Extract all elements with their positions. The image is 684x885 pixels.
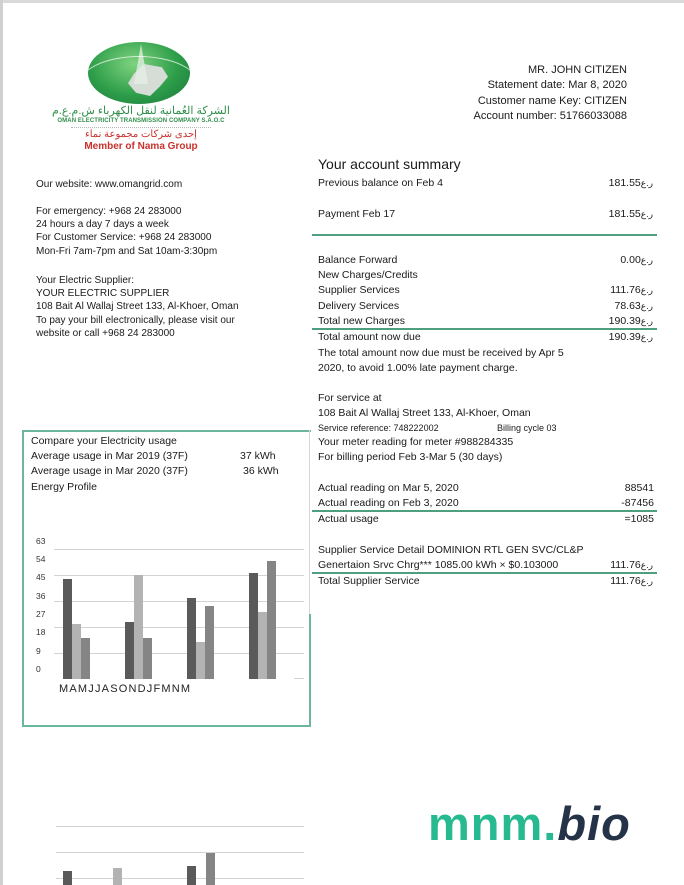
- divider: [312, 234, 657, 236]
- new-charges-heading: [318, 268, 654, 282]
- customer-name: MR. JOHN CITIZEN: [528, 64, 627, 76]
- service-reference: Service reference: 748222002: [318, 423, 439, 433]
- service-label: For service at: [318, 392, 382, 404]
- row-label: Balance Forward: [318, 254, 398, 266]
- compare-title: Compare your Electricity usage: [31, 435, 177, 447]
- supplier-label: Your Electric Supplier:: [36, 275, 135, 286]
- bar: [258, 612, 267, 679]
- row-label: Total amount now due: [318, 331, 421, 343]
- bar: [63, 871, 72, 885]
- previous-reading-row: [318, 496, 654, 510]
- y-tick: 9: [36, 646, 41, 656]
- y-tick: 0: [36, 664, 41, 674]
- currency-symbol: ر.ع: [640, 316, 653, 326]
- row-label: Actual reading on Mar 5, 2020: [318, 482, 459, 494]
- row-label: Total new Charges: [318, 315, 405, 327]
- row-amount: 181.55: [608, 177, 641, 189]
- gridline: [294, 678, 304, 679]
- service-address: 108 Bait Al Wallaj Street 133, Al-Khoer, Oman: [318, 407, 531, 419]
- row-amount: 111.76: [610, 575, 641, 587]
- emergency-phone: For emergency: +968 24 283000: [36, 206, 182, 217]
- watermark-part: mnm.: [428, 797, 558, 850]
- y-tick: 54: [36, 554, 46, 564]
- bar: [81, 638, 90, 679]
- currency-symbol: ر.ع: [640, 255, 653, 265]
- logo-member-text: Member of Nama Group: [84, 141, 198, 152]
- customer-service-hours: Mon-Fri 7am-7pm and Sat 10am-3:30pm: [36, 245, 218, 257]
- gridline: [56, 878, 304, 879]
- row-label: Payment Feb 17: [318, 208, 396, 220]
- watermark: [428, 796, 631, 851]
- account-summary-title: Your account summary: [318, 156, 461, 172]
- row-label: Delivery Services: [318, 300, 400, 312]
- y-tick: 36: [36, 591, 46, 601]
- bar: [143, 638, 152, 679]
- row-value: -87456: [621, 497, 654, 509]
- row-label: Previous balance on Feb 4: [318, 177, 443, 189]
- bar: [205, 606, 214, 679]
- row-label: Actual usage: [318, 513, 379, 525]
- bar: [134, 575, 143, 679]
- currency-symbol: ر.ع: [640, 560, 653, 570]
- bar: [72, 624, 81, 679]
- energy-profile-chart: [54, 545, 304, 679]
- due-note: 2020, to avoid 1.00% late payment charge.: [318, 362, 518, 374]
- row-amount: 111.76: [610, 559, 641, 571]
- payment-row: [318, 207, 654, 221]
- logo-english-name: OMAN ELECTRICITY TRANSMISSION COMPANY S.A.O.C: [57, 118, 225, 124]
- bar: [125, 622, 134, 679]
- y-tick: 63: [36, 536, 46, 546]
- row-label: New Charges/Credits: [318, 269, 418, 281]
- total-due-row: [318, 330, 654, 344]
- website-link[interactable]: Our website: www.omangrid.com: [36, 179, 183, 190]
- due-note: The total amount now due must be received by Apr 5: [318, 347, 564, 359]
- bar: [196, 642, 205, 679]
- x-axis-labels: MAMJJASONDJFMNM: [59, 683, 192, 695]
- watermark-part: bio: [557, 797, 631, 850]
- pay-instructions: website or call +968 24 283000: [36, 327, 175, 339]
- total-supplier-service-row: [318, 574, 654, 588]
- row-label: Supplier Services: [318, 284, 400, 296]
- usage-2020-label: Average usage in Mar 2020 (37F): [31, 465, 188, 477]
- row-amount: 0.00: [620, 254, 641, 266]
- previous-balance-row: [318, 176, 654, 190]
- current-reading-row: [318, 481, 654, 495]
- row-amount: 190.39: [608, 331, 641, 343]
- row-label: Actual reading on Feb 3, 2020: [318, 497, 459, 509]
- row-value: 88541: [624, 482, 654, 494]
- generation-charge-row: [318, 558, 654, 572]
- box-border: [309, 430, 310, 614]
- account-number: Account number: 51766033088: [473, 109, 627, 122]
- emergency-hours: 24 hours a day 7 days a week: [36, 219, 169, 231]
- customer-service-phone: For Customer Service: +968 24 283000: [36, 232, 212, 244]
- meter-number: Your meter reading for meter #988284335: [318, 436, 514, 448]
- billing-cycle: Billing cycle 03: [497, 423, 557, 433]
- currency-symbol: ر.ع: [640, 285, 653, 295]
- currency-symbol: ر.ع: [640, 576, 653, 586]
- row-amount: 181.55: [608, 208, 641, 220]
- globe-tower-icon: [88, 42, 190, 104]
- supplier-services-row: [318, 283, 654, 297]
- row-label: Genertaion Srvc Chrg*** 1085.00 kWh × $0.103000: [318, 559, 559, 571]
- customer-header: [473, 63, 627, 124]
- y-tick: 45: [36, 572, 46, 582]
- bar: [267, 561, 276, 679]
- row-label: Total Supplier Service: [318, 575, 420, 587]
- website-info: [36, 178, 182, 191]
- y-tick: 27: [36, 609, 46, 619]
- currency-symbol: ر.ع: [640, 332, 653, 342]
- row-value: =1085: [624, 513, 654, 525]
- logo-arabic-member: إحدى شركات مجموعة نماء: [85, 129, 197, 140]
- currency-symbol: ر.ع: [640, 301, 653, 311]
- bar: [113, 868, 122, 885]
- delivery-services-row: [318, 299, 654, 313]
- supplier-address: 108 Bait Al Wallaj Street 133, Al-Khoer, Oman: [36, 301, 239, 313]
- actual-usage-row: [318, 512, 654, 526]
- supplier-name: YOUR ELECTRIC SUPPLIER: [36, 288, 170, 300]
- row-amount: 190.39: [608, 315, 641, 327]
- logo-divider: [71, 127, 211, 128]
- gridline: [56, 852, 304, 853]
- usage-2020-value: 36 kWh: [243, 465, 279, 477]
- bar: [187, 598, 196, 679]
- bar: [206, 853, 215, 885]
- pay-instructions: To pay your bill electronically, please visit our: [36, 314, 235, 326]
- row-amount: 111.76: [610, 284, 641, 296]
- usage-2019-value: 37 kWh: [240, 450, 276, 462]
- contact-info: [36, 205, 217, 258]
- row-amount: 78.63: [614, 300, 641, 312]
- total-new-charges-row: [318, 314, 654, 328]
- logo-arabic-name: الشركة العُمانية لنقل الكهرباء ش.م.ع.م: [52, 105, 230, 117]
- company-logo: [36, 38, 246, 156]
- supplier-detail-title: Supplier Service Detail DOMINION RTL GEN SVC/CL&P: [318, 544, 584, 556]
- page-edge: [0, 0, 684, 3]
- customer-name-key: Customer name Key: CITIZEN: [477, 94, 627, 107]
- energy-profile-label: Energy Profile: [31, 481, 97, 493]
- bar: [249, 573, 258, 679]
- currency-symbol: ر.ع: [640, 209, 653, 219]
- bar: [187, 866, 196, 885]
- gridline: [56, 826, 304, 827]
- balance-forward-row: [318, 253, 654, 267]
- usage-2019-label: Average usage in Mar 2019 (37F): [31, 450, 188, 462]
- box-border: [309, 614, 311, 727]
- y-tick: 18: [36, 627, 46, 637]
- billing-period: For billing period Feb 3-Mar 5 (30 days): [318, 451, 503, 463]
- currency-symbol: ر.ع: [640, 178, 653, 188]
- statement-date: Statement date: Mar 8, 2020: [487, 79, 627, 92]
- bar: [63, 579, 72, 679]
- page-edge: [0, 0, 3, 885]
- supplier-info: [36, 274, 239, 340]
- gridline: [54, 549, 304, 550]
